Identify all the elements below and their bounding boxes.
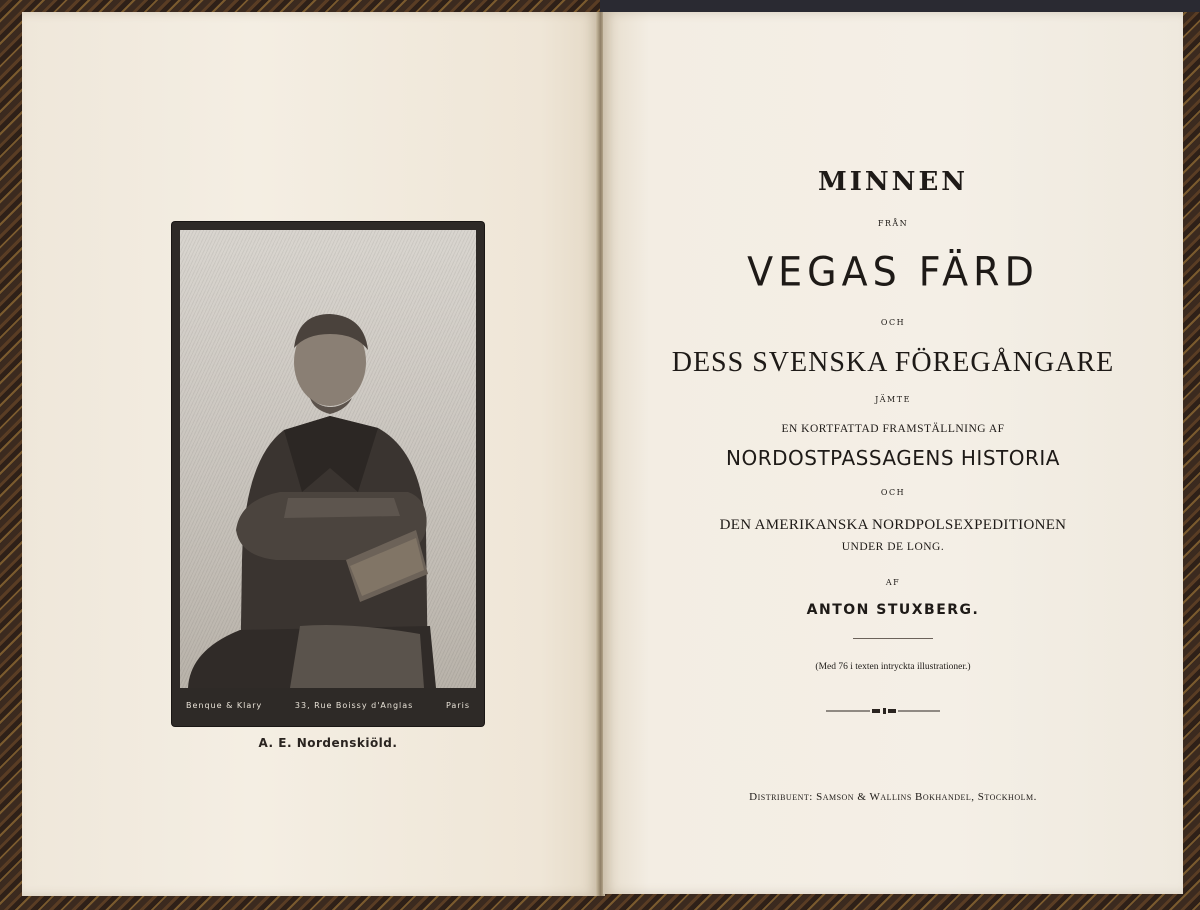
divider-rule xyxy=(853,638,933,639)
plate-imprint xyxy=(180,692,476,718)
main-title: VEGAS FÄRD xyxy=(747,248,1039,296)
title-line-och: OCH xyxy=(880,318,906,327)
illustrations-note: (Med 76 i texten intryckta illustrationer.) xyxy=(815,662,971,672)
subtitle-predecessors: DESS SVENSKA FÖREGÅNGARE xyxy=(671,347,1115,378)
subtitle-northeast-passage: NORDOSTPASSAGENS HISTORIA xyxy=(726,446,1060,470)
author-name: ANTON STUXBERG. xyxy=(806,602,980,618)
plate-city: Paris xyxy=(445,700,470,710)
plate-photographer: Benque & Klary xyxy=(186,700,263,710)
title-line-kortfattad: EN KORTFATTAD FRAMSTÄLLNING AF xyxy=(781,423,1005,435)
title-line-fran: FRÅN xyxy=(877,219,909,228)
title-page xyxy=(603,12,1183,894)
title-line-jamte: JÄMTE xyxy=(875,395,911,404)
subtitle-american-expedition: DEN AMERIKANSKA NORDPOLSEXPEDITIONEN xyxy=(719,517,1067,533)
cover-top-strip xyxy=(600,0,1200,12)
plate-address: 33, Rue Boissy d'Anglas xyxy=(294,700,414,710)
portrait-caption: A. E. Nordenskiöld. xyxy=(258,736,398,750)
title-line-af: AF xyxy=(885,578,901,587)
portrait-plate xyxy=(172,222,484,726)
left-page xyxy=(22,12,598,896)
portrait-engraving xyxy=(180,230,476,688)
distributor-line: Distribuent: Samson & Wallins Bokhandel, Stockholm. xyxy=(749,791,1037,803)
ornament-divider xyxy=(826,707,940,715)
title-line-under-de-long: UNDER DE LONG. xyxy=(841,541,945,553)
title-line-minnen: MINNEN xyxy=(817,167,969,197)
portrait-image xyxy=(180,230,476,688)
title-line-och-2: OCH xyxy=(880,488,906,497)
